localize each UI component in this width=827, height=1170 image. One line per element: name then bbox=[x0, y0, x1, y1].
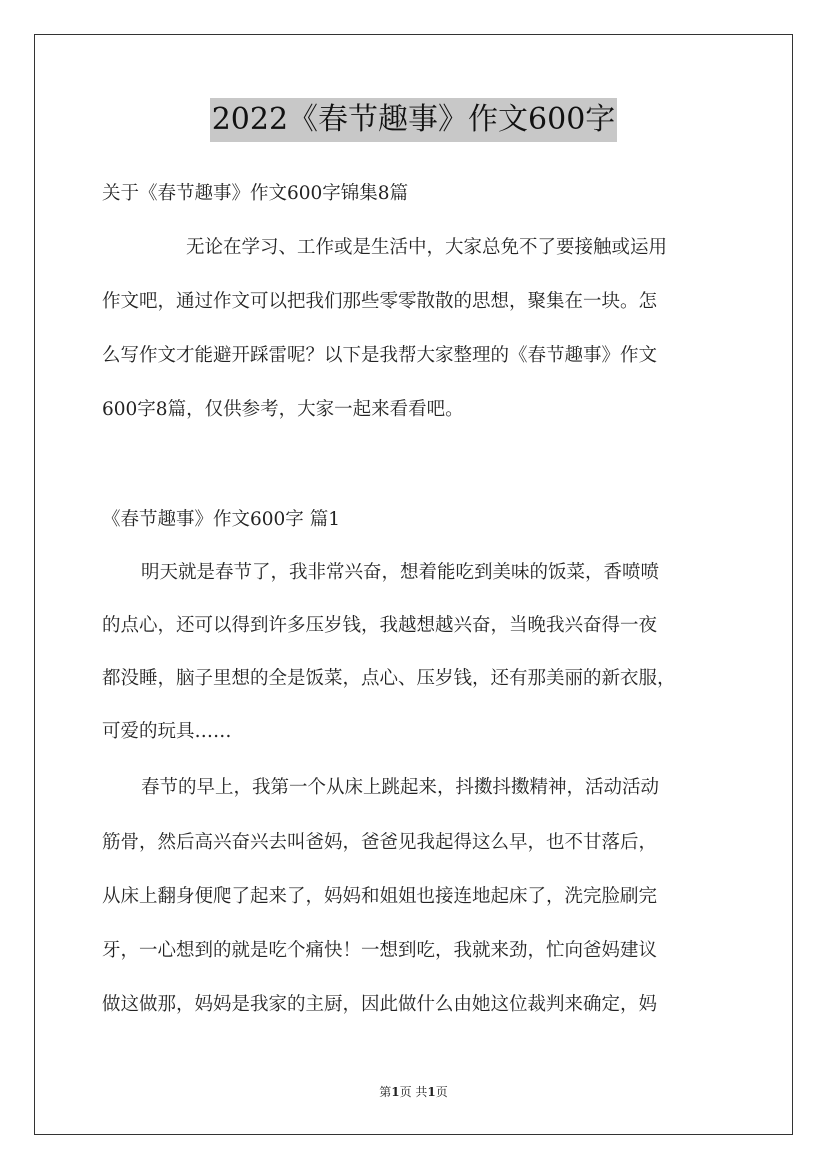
footer-page-total: 1 bbox=[427, 1085, 436, 1099]
footer-page-current: 1 bbox=[391, 1085, 400, 1099]
section-heading: 《春节趣事》作文600字 篇1 bbox=[102, 509, 340, 530]
footer-page-suffix: 页 bbox=[435, 1085, 448, 1099]
paragraph1-line-3: 都没睡，脑子里想的全是饭菜，点心、压岁钱，还有那美丽的新衣服， bbox=[102, 668, 676, 689]
footer-page-mid: 页 共 bbox=[399, 1085, 428, 1099]
paragraph2-line-1: 春节的早上，我第一个从床上跳起来，抖擞抖擞精神，活动活动 bbox=[141, 777, 660, 798]
title-container bbox=[0, 98, 827, 142]
paragraph2-line-3: 从床上翻身便爬了起来了，妈妈和姐姐也接连地起床了，洗完脸刷完 bbox=[102, 886, 658, 907]
intro-line-1: 无论在学习、工作或是生活中，大家总免不了要接触或运用 bbox=[186, 237, 668, 258]
paragraph1-line-1: 明天就是春节了，我非常兴奋，想着能吃到美味的饭菜，香喷喷 bbox=[141, 562, 660, 583]
paragraph2-line-2: 筋骨，然后高兴奋兴去叫爸妈，爸爸见我起得这么早，也不甘落后， bbox=[102, 832, 658, 853]
intro-line-3: 么写作文才能避开踩雷呢？以下是我帮大家整理的《春节趣事》作文 bbox=[102, 345, 658, 366]
document-subtitle: 关于《春节趣事》作文600字锦集8篇 bbox=[102, 183, 409, 204]
intro-line-4: 600字8篇，仅供参考，大家一起来看看吧。 bbox=[102, 399, 464, 420]
paragraph2-line-5: 做这做那，妈妈是我家的主厨，因此做什么由她这位裁判来确定，妈 bbox=[102, 994, 658, 1015]
document-title: 2022《春节趣事》作文600字 bbox=[210, 98, 618, 142]
intro-line-2: 作文吧，通过作文可以把我们那些零零散散的思想，聚集在一块。怎 bbox=[102, 291, 658, 312]
paragraph2-line-4: 牙，一心想到的就是吃个痛快！一想到吃，我就来劲，忙向爸妈建议 bbox=[102, 940, 658, 961]
paragraph1-line-4: 可爱的玩具…… bbox=[102, 721, 232, 742]
footer-page-prefix: 第 bbox=[379, 1085, 392, 1099]
paragraph1-line-2: 的点心，还可以得到许多压岁钱，我越想越兴奋，当晚我兴奋得一夜 bbox=[102, 615, 658, 636]
page-footer bbox=[0, 1083, 827, 1100]
